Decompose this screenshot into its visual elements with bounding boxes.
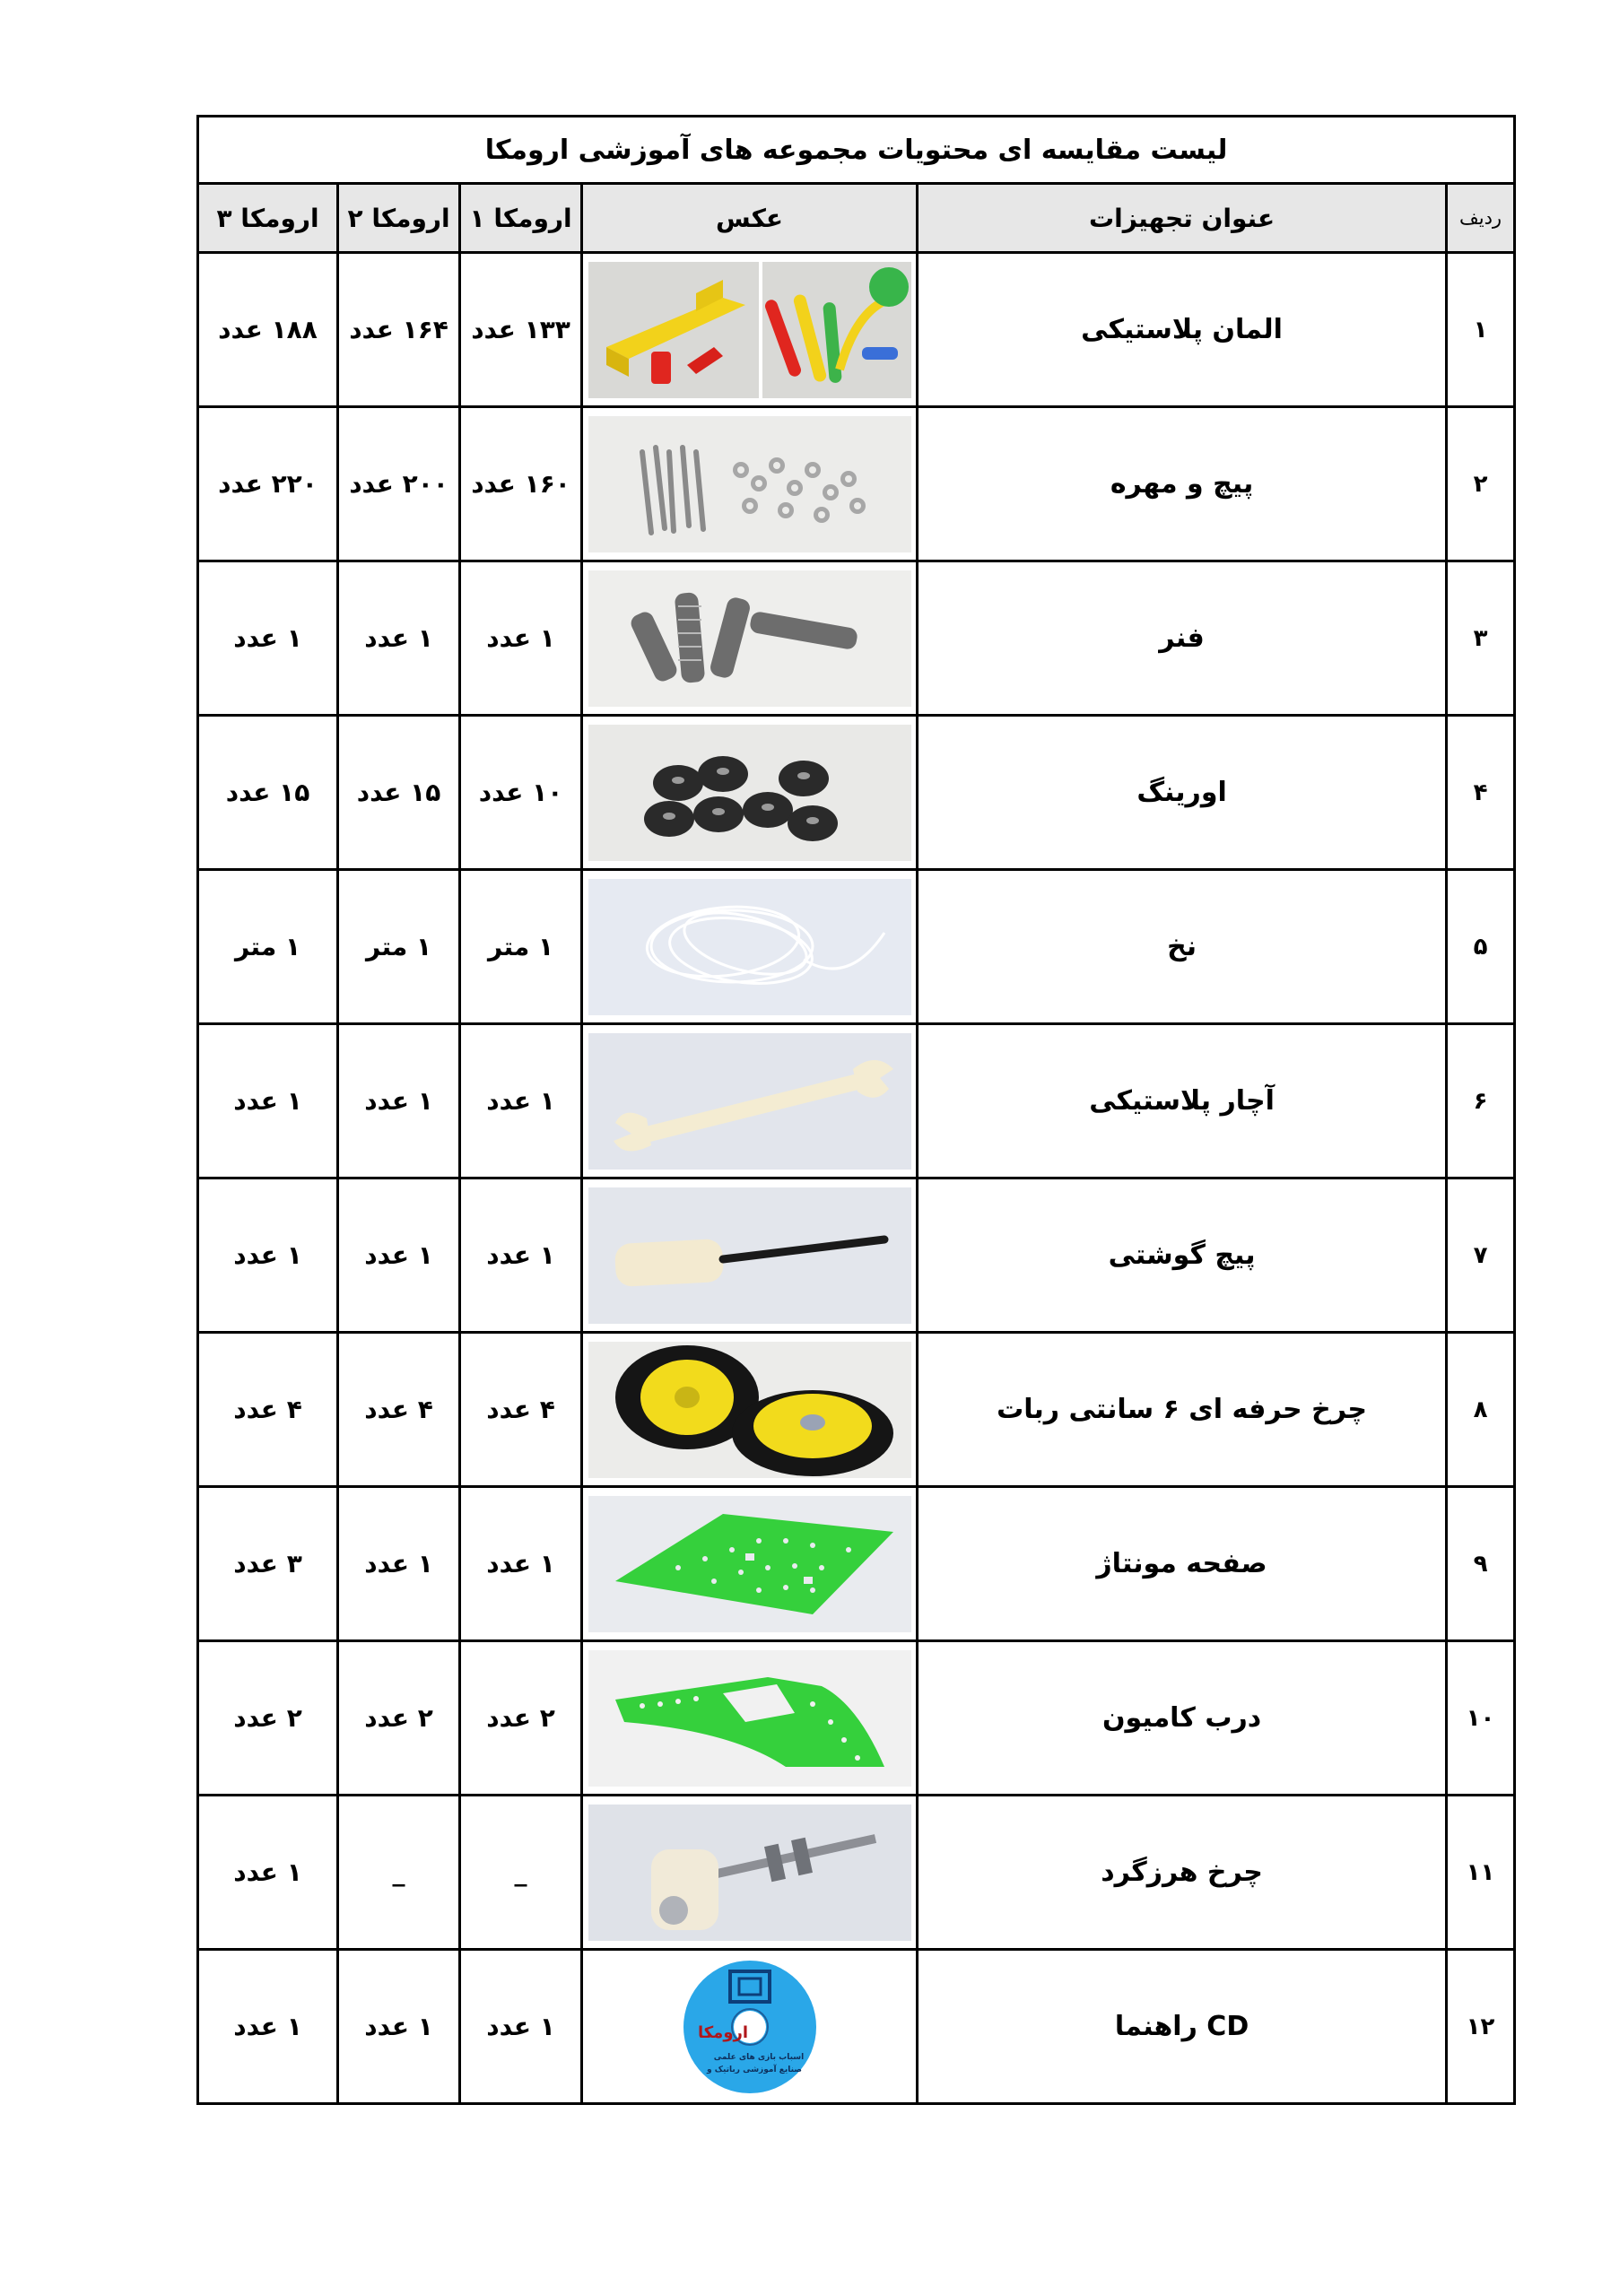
row-number: ۸ (1447, 1333, 1515, 1487)
table-title: لیست مقایسه ای محتویات مجموعه های آموزشی ارومکا (198, 117, 1515, 184)
kit1-quantity: ۱۰ عدد (460, 716, 582, 870)
truck-door-photo-icon (588, 1650, 911, 1787)
screws-nuts-photo-icon (588, 416, 911, 552)
kit3-quantity: ۳ عدد (198, 1487, 338, 1641)
kit1-quantity: ۱ عدد (460, 1487, 582, 1641)
row-number: ۴ (1447, 716, 1515, 870)
springs-photo-icon (588, 570, 911, 707)
table-row (198, 716, 1515, 870)
item-name: اورینگ (918, 716, 1447, 870)
item-name: آچار پلاستیکی (918, 1024, 1447, 1178)
header-kit3: ارومکا ۳ (198, 184, 338, 253)
kit1-quantity: ۲ عدد (460, 1641, 582, 1796)
robot-wheels-photo-icon (588, 1342, 911, 1478)
item-photo-cell (582, 561, 918, 716)
table-row (198, 1487, 1515, 1641)
item-name: نخ (918, 870, 1447, 1024)
kit1-quantity: ۱۶۰ عدد (460, 407, 582, 561)
o-rings-photo-icon (588, 725, 911, 861)
kit2-quantity: ۱ عدد (338, 1024, 460, 1178)
kit2-quantity: ۲۰۰ عدد (338, 407, 460, 561)
kit3-quantity: ۱۸۸ عدد (198, 253, 338, 407)
item-photo-cell (582, 1178, 918, 1333)
cd-brand-text: ارومکا (697, 2022, 748, 2042)
kit3-quantity: ۱ عدد (198, 1024, 338, 1178)
item-name: CD راهنما (918, 1950, 1447, 2104)
screwdriver-photo-icon (588, 1187, 911, 1324)
row-number: ۱۱ (1447, 1796, 1515, 1950)
kit3-quantity: ۱ عدد (198, 1796, 338, 1950)
kit1-quantity: ۱۳۳ عدد (460, 253, 582, 407)
row-number: ۲ (1447, 407, 1515, 561)
kit3-quantity: ۱ عدد (198, 1950, 338, 2104)
header-row (198, 184, 1515, 253)
item-photo-cell (582, 1024, 918, 1178)
kit2-quantity: ۱ عدد (338, 561, 460, 716)
row-number: ۳ (1447, 561, 1515, 716)
header-row-no: ردیف (1447, 184, 1515, 253)
row-number: ۵ (1447, 870, 1515, 1024)
item-name: چرخ هرزگرد (918, 1796, 1447, 1950)
plastic-parts-photo-icon (588, 262, 911, 398)
row-number: ۱۲ (1447, 1950, 1515, 2104)
table-row (198, 1950, 1515, 2104)
kit1-quantity: ۱ عدد (460, 1178, 582, 1333)
item-photo-cell (582, 1333, 918, 1487)
row-number: ۱۰ (1447, 1641, 1515, 1796)
table-row (198, 407, 1515, 561)
table-row (198, 1641, 1515, 1796)
kit3-quantity: ۲۲۰ عدد (198, 407, 338, 561)
kit1-quantity: ۱ عدد (460, 1950, 582, 2104)
kit2-quantity: ۴ عدد (338, 1333, 460, 1487)
cd-line2-text: صنایع آموزشی رباتیک و (706, 2065, 802, 2074)
item-photo-cell (582, 1950, 918, 2104)
table-row (198, 870, 1515, 1024)
kit3-quantity: ۲ عدد (198, 1641, 338, 1796)
kit3-quantity: ۱ عدد (198, 561, 338, 716)
kit2-quantity: ۱ عدد (338, 1487, 460, 1641)
kit1-quantity: ۱ متر (460, 870, 582, 1024)
kit3-quantity: ۱۵ عدد (198, 716, 338, 870)
row-number: ۷ (1447, 1178, 1515, 1333)
assembly-plate-photo-icon (588, 1496, 911, 1632)
kit2-quantity: ۱ متر (338, 870, 460, 1024)
kit1-quantity: _ (460, 1796, 582, 1950)
kit2-quantity: _ (338, 1796, 460, 1950)
kit3-quantity: ۴ عدد (198, 1333, 338, 1487)
caster-wheel-photo-icon (588, 1805, 911, 1941)
item-photo-cell (582, 407, 918, 561)
item-name: فنر (918, 561, 1447, 716)
item-name: پیچ و مهره (918, 407, 1447, 561)
table-row (198, 1333, 1515, 1487)
kit1-quantity: ۴ عدد (460, 1333, 582, 1487)
kit2-quantity: ۲ عدد (338, 1641, 460, 1796)
kit3-quantity: ۱ عدد (198, 1178, 338, 1333)
item-photo-cell (582, 1641, 918, 1796)
header-kit1: ارومکا ۱ (460, 184, 582, 253)
item-name: المان پلاستیکی (918, 253, 1447, 407)
kit2-quantity: ۱ عدد (338, 1950, 460, 2104)
item-name: درب کامیون (918, 1641, 1447, 1796)
plastic-wrench-photo-icon (588, 1033, 911, 1170)
row-number: ۱ (1447, 253, 1515, 407)
header-photo: عکس (582, 184, 918, 253)
item-photo-cell (582, 253, 918, 407)
table-row (198, 1024, 1515, 1178)
table-row (198, 1796, 1515, 1950)
guide-cd-photo-icon (588, 1959, 911, 2095)
string-photo-icon (588, 879, 911, 1015)
header-name: عنوان تجهیزات (918, 184, 1447, 253)
table-row (198, 561, 1515, 716)
item-name: چرخ حرفه ای ۶ سانتی ربات (918, 1333, 1447, 1487)
table-row (198, 1178, 1515, 1333)
kit1-quantity: ۱ عدد (460, 1024, 582, 1178)
item-name: صفحه مونتاژ (918, 1487, 1447, 1641)
row-number: ۶ (1447, 1024, 1515, 1178)
header-kit2: ارومکا ۲ (338, 184, 460, 253)
item-name: پیچ گوشتی (918, 1178, 1447, 1333)
row-number: ۹ (1447, 1487, 1515, 1641)
cd-line1-text: اسباب بازی های علمی (713, 2052, 804, 2062)
item-photo-cell (582, 870, 918, 1024)
item-photo-cell (582, 716, 918, 870)
kit3-quantity: ۱ متر (198, 870, 338, 1024)
kit2-quantity: ۱۶۴ عدد (338, 253, 460, 407)
item-photo-cell (582, 1796, 918, 1950)
kit1-quantity: ۱ عدد (460, 561, 582, 716)
kit2-quantity: ۱۵ عدد (338, 716, 460, 870)
kit2-quantity: ۱ عدد (338, 1178, 460, 1333)
table-row (198, 253, 1515, 407)
item-photo-cell (582, 1487, 918, 1641)
comparison-table (196, 115, 1516, 2105)
comparison-sheet (196, 115, 1513, 2105)
